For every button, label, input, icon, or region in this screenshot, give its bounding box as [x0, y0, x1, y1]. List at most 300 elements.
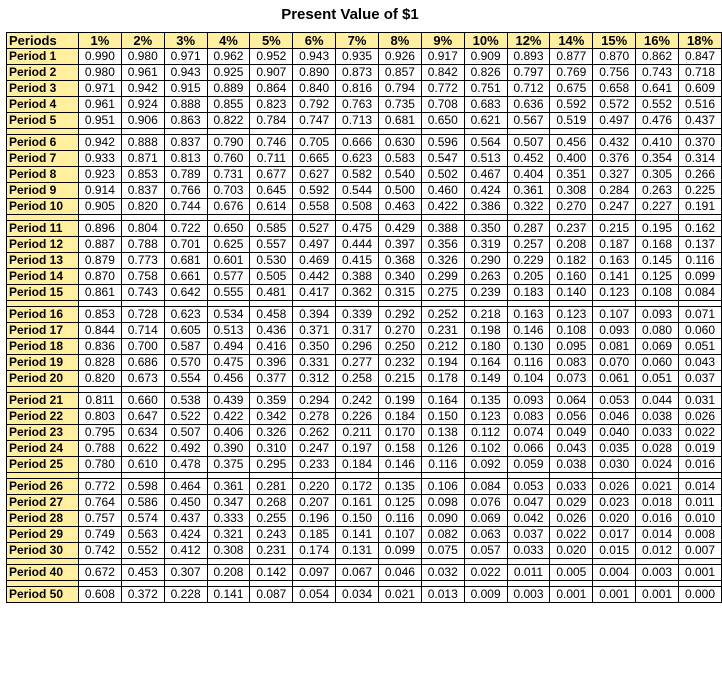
- pv-cell: 0.743: [636, 65, 679, 81]
- pv-cell: 0.125: [378, 495, 421, 511]
- pv-cell: 0.010: [679, 511, 722, 527]
- pv-cell: 0.270: [378, 323, 421, 339]
- table-row: [7, 151, 722, 167]
- pv-cell: 0.196: [293, 511, 336, 527]
- pv-cell: 0.961: [78, 97, 121, 113]
- pv-cell: 0.623: [336, 151, 379, 167]
- pv-cell: 0.742: [78, 543, 121, 559]
- pv-cell: 0.516: [679, 97, 722, 113]
- pv-cell: 0.676: [207, 199, 250, 215]
- pv-cell: 0.386: [464, 199, 507, 215]
- period-label: Period 30: [7, 543, 79, 559]
- pv-cell: 0.172: [336, 479, 379, 495]
- pv-cell: 0.195: [636, 221, 679, 237]
- pv-cell: 0.314: [679, 151, 722, 167]
- pv-cell: 0.208: [550, 237, 593, 253]
- pv-cell: 0.757: [78, 511, 121, 527]
- pv-cell: 0.262: [293, 425, 336, 441]
- pv-cell: 0.368: [378, 253, 421, 269]
- pv-cell: 0.008: [679, 527, 722, 543]
- period-label: Period 13: [7, 253, 79, 269]
- pv-cell: 0.804: [121, 221, 164, 237]
- pv-cell: 0.650: [421, 113, 464, 129]
- pv-cell: 0.018: [636, 495, 679, 511]
- pv-cell: 0.001: [636, 587, 679, 603]
- pv-cell: 0.012: [636, 543, 679, 559]
- pv-cell: 0.647: [121, 409, 164, 425]
- period-label: Period 16: [7, 307, 79, 323]
- pv-cell: 0.439: [207, 393, 250, 409]
- pv-cell: 0.397: [378, 237, 421, 253]
- pv-cell: 0.766: [164, 183, 207, 199]
- pv-cell: 0.160: [550, 269, 593, 285]
- pv-cell: 0.031: [679, 393, 722, 409]
- pv-cell: 0.350: [293, 339, 336, 355]
- pv-cell: 0.507: [507, 135, 550, 151]
- pv-cell: 0.813: [164, 151, 207, 167]
- period-label: Period 10: [7, 199, 79, 215]
- pv-cell: 0.437: [679, 113, 722, 129]
- rate-header: 5%: [250, 33, 293, 49]
- pv-cell: 0.406: [207, 425, 250, 441]
- pv-cell: 0.788: [121, 237, 164, 253]
- pv-cell: 0.731: [207, 167, 250, 183]
- rate-header: 12%: [507, 33, 550, 49]
- pv-cell: 0.140: [550, 285, 593, 301]
- pv-cell: 0.645: [250, 183, 293, 199]
- pv-cell: 0.263: [636, 183, 679, 199]
- pv-cell: 0.623: [164, 307, 207, 323]
- table-row: [7, 237, 722, 253]
- period-label: Period 12: [7, 237, 79, 253]
- pv-cell: 0.321: [207, 527, 250, 543]
- pv-cell: 0.095: [550, 339, 593, 355]
- pv-cell: 0.756: [593, 65, 636, 81]
- pv-cell: 0.951: [78, 113, 121, 129]
- table-row: [7, 269, 722, 285]
- pv-cell: 0.185: [293, 527, 336, 543]
- pv-cell: 0.601: [207, 253, 250, 269]
- pv-cell: 0.310: [250, 441, 293, 457]
- pv-cell: 0.909: [464, 49, 507, 65]
- period-label: Period 23: [7, 425, 79, 441]
- pv-cell: 0.257: [507, 237, 550, 253]
- rate-header: 14%: [550, 33, 593, 49]
- pv-cell: 0.142: [250, 565, 293, 581]
- pv-cell: 0.229: [507, 253, 550, 269]
- period-label: Period 15: [7, 285, 79, 301]
- pv-cell: 0.108: [550, 323, 593, 339]
- rate-header: 2%: [121, 33, 164, 49]
- pv-cell: 0.642: [164, 285, 207, 301]
- pv-cell: 0.033: [550, 479, 593, 495]
- pv-cell: 0.292: [378, 307, 421, 323]
- pv-cell: 0.853: [121, 167, 164, 183]
- pv-cell: 0.116: [679, 253, 722, 269]
- pv-cell: 0.315: [378, 285, 421, 301]
- pv-cell: 0.563: [121, 527, 164, 543]
- pv-cell: 0.362: [336, 285, 379, 301]
- pv-cell: 0.327: [593, 167, 636, 183]
- pv-cell: 0.258: [336, 371, 379, 387]
- pv-cell: 0.043: [550, 441, 593, 457]
- pv-cell: 0.059: [507, 457, 550, 473]
- pv-cell: 0.933: [78, 151, 121, 167]
- pv-cell: 0.056: [550, 409, 593, 425]
- pv-cell: 0.583: [378, 151, 421, 167]
- period-label: Period 3: [7, 81, 79, 97]
- pv-cell: 0.764: [78, 495, 121, 511]
- pv-cell: 0.053: [593, 393, 636, 409]
- pv-cell: 0.001: [679, 565, 722, 581]
- pv-cell: 0.162: [679, 221, 722, 237]
- pv-cell: 0.396: [250, 355, 293, 371]
- pv-cell: 0.417: [293, 285, 336, 301]
- pv-cell: 0.150: [421, 409, 464, 425]
- pv-cell: 0.390: [207, 441, 250, 457]
- pv-cell: 0.666: [336, 135, 379, 151]
- pv-cell: 0.700: [121, 339, 164, 355]
- pv-cell: 0.424: [164, 527, 207, 543]
- pv-cell: 0.375: [207, 457, 250, 473]
- pv-cell: 0.138: [421, 425, 464, 441]
- pv-cell: 0.713: [336, 113, 379, 129]
- table-row: [7, 371, 722, 387]
- pv-cell: 0.051: [636, 371, 679, 387]
- table-row: [7, 339, 722, 355]
- pv-cell: 0.107: [593, 307, 636, 323]
- table-row: [7, 393, 722, 409]
- pv-cell: 0.924: [121, 97, 164, 113]
- pv-cell: 0.082: [421, 527, 464, 543]
- pv-cell: 0.926: [378, 49, 421, 65]
- pv-cell: 0.295: [250, 457, 293, 473]
- pv-cell: 0.319: [464, 237, 507, 253]
- pv-cell: 0.063: [464, 527, 507, 543]
- pv-cell: 0.788: [78, 441, 121, 457]
- header-row: [7, 33, 722, 49]
- pv-cell: 0.855: [207, 97, 250, 113]
- pv-cell: 0.650: [207, 221, 250, 237]
- pv-cell: 0.004: [593, 565, 636, 581]
- pv-cell: 0.207: [293, 495, 336, 511]
- pv-cell: 0.751: [464, 81, 507, 97]
- pv-cell: 0.622: [121, 441, 164, 457]
- pv-cell: 0.183: [507, 285, 550, 301]
- pv-cell: 0.178: [421, 371, 464, 387]
- pv-cell: 0.141: [593, 269, 636, 285]
- table-row: [7, 49, 722, 65]
- pv-cell: 0.290: [464, 253, 507, 269]
- pv-cell: 0.013: [421, 587, 464, 603]
- pv-cell: 0.268: [250, 495, 293, 511]
- pv-cell: 0.864: [250, 81, 293, 97]
- pv-cell: 0.001: [550, 587, 593, 603]
- pv-cell: 0.131: [336, 543, 379, 559]
- pv-cell: 0.540: [378, 167, 421, 183]
- pv-cell: 0.469: [293, 253, 336, 269]
- pv-cell: 0.024: [636, 457, 679, 473]
- pv-cell: 0.084: [679, 285, 722, 301]
- pv-cell: 0.092: [464, 457, 507, 473]
- pv-cell: 0.703: [207, 183, 250, 199]
- pv-cell: 0.621: [464, 113, 507, 129]
- pv-cell: 0.051: [679, 339, 722, 355]
- pv-cell: 0.107: [378, 527, 421, 543]
- period-label: Period 24: [7, 441, 79, 457]
- pv-cell: 0.415: [336, 253, 379, 269]
- pv-cell: 0.701: [164, 237, 207, 253]
- pv-cell: 0.743: [121, 285, 164, 301]
- table-row: [7, 543, 722, 559]
- pv-cell: 0.083: [550, 355, 593, 371]
- pv-cell: 0.609: [679, 81, 722, 97]
- pv-cell: 0.478: [164, 457, 207, 473]
- pv-cell: 0.053: [507, 479, 550, 495]
- rate-header: 10%: [464, 33, 507, 49]
- pv-cell: 0.422: [421, 199, 464, 215]
- pv-cell: 0.270: [550, 199, 593, 215]
- pv-cell: 0.146: [378, 457, 421, 473]
- pv-cell: 0.066: [507, 441, 550, 457]
- pv-cell: 0.870: [78, 269, 121, 285]
- period-label: Period 9: [7, 183, 79, 199]
- pv-cell: 0.161: [336, 495, 379, 511]
- pv-cell: 0.943: [293, 49, 336, 65]
- pv-cell: 0.400: [550, 151, 593, 167]
- rate-header: 1%: [78, 33, 121, 49]
- pv-cell: 0.907: [250, 65, 293, 81]
- pv-cell: 0.354: [636, 151, 679, 167]
- pv-cell: 0.460: [421, 183, 464, 199]
- pv-cell: 0.502: [421, 167, 464, 183]
- pv-cell: 0.847: [679, 49, 722, 65]
- pv-cell: 0.862: [636, 49, 679, 65]
- pv-cell: 0.020: [593, 511, 636, 527]
- pv-cell: 0.037: [679, 371, 722, 387]
- pv-cell: 0.069: [464, 511, 507, 527]
- pv-cell: 0.029: [550, 495, 593, 511]
- pv-cell: 0.681: [164, 253, 207, 269]
- present-value-table: [6, 32, 722, 603]
- table-row: [7, 355, 722, 371]
- pv-cell: 0.598: [121, 479, 164, 495]
- pv-cell: 0.266: [679, 167, 722, 183]
- pv-cell: 0.826: [464, 65, 507, 81]
- pv-cell: 0.019: [679, 441, 722, 457]
- pv-cell: 0.564: [464, 135, 507, 151]
- table-row: [7, 65, 722, 81]
- pv-cell: 0.923: [78, 167, 121, 183]
- pv-cell: 0.305: [636, 167, 679, 183]
- pv-cell: 0.735: [378, 97, 421, 113]
- pv-cell: 0.677: [250, 167, 293, 183]
- pv-cell: 0.021: [378, 587, 421, 603]
- table-row: [7, 167, 722, 183]
- pv-cell: 0.339: [336, 307, 379, 323]
- pv-cell: 0.772: [78, 479, 121, 495]
- pv-cell: 0.596: [421, 135, 464, 151]
- pv-cell: 0.497: [293, 237, 336, 253]
- period-label: Period 5: [7, 113, 79, 129]
- pv-cell: 0.108: [636, 285, 679, 301]
- pv-cell: 0.377: [250, 371, 293, 387]
- pv-cell: 0.592: [550, 97, 593, 113]
- table-row: [7, 183, 722, 199]
- pv-cell: 0.081: [593, 339, 636, 355]
- pv-cell: 0.044: [636, 393, 679, 409]
- pv-cell: 0.070: [593, 355, 636, 371]
- pv-cell: 0.636: [507, 97, 550, 113]
- pv-cell: 0.961: [121, 65, 164, 81]
- pv-cell: 0.116: [378, 511, 421, 527]
- pv-cell: 0.164: [464, 355, 507, 371]
- pv-cell: 0.123: [464, 409, 507, 425]
- pv-cell: 0.570: [164, 355, 207, 371]
- table-row: [7, 135, 722, 151]
- pv-cell: 0.871: [121, 151, 164, 167]
- pv-cell: 0.464: [164, 479, 207, 495]
- pv-cell: 0.001: [593, 587, 636, 603]
- pv-cell: 0.585: [250, 221, 293, 237]
- pv-cell: 0.015: [593, 543, 636, 559]
- rate-header: 8%: [378, 33, 421, 49]
- pv-cell: 0.123: [593, 285, 636, 301]
- pv-cell: 0.326: [250, 425, 293, 441]
- pv-cell: 0.508: [336, 199, 379, 215]
- pv-cell: 0.592: [293, 183, 336, 199]
- pv-cell: 0.760: [207, 151, 250, 167]
- pv-cell: 0.837: [164, 135, 207, 151]
- pv-cell: 0.873: [336, 65, 379, 81]
- pv-cell: 0.370: [679, 135, 722, 151]
- pv-cell: 0.711: [250, 151, 293, 167]
- pv-cell: 0.197: [336, 441, 379, 457]
- pv-cell: 0.022: [550, 527, 593, 543]
- pv-cell: 0.444: [336, 237, 379, 253]
- pv-cell: 0.038: [550, 457, 593, 473]
- pv-cell: 0.146: [507, 323, 550, 339]
- pv-cell: 0.816: [336, 81, 379, 97]
- pv-cell: 0.047: [507, 495, 550, 511]
- pv-cell: 0.410: [636, 135, 679, 151]
- pv-cell: 0.456: [207, 371, 250, 387]
- period-label: Period 11: [7, 221, 79, 237]
- pv-cell: 0.277: [336, 355, 379, 371]
- pv-cell: 0.312: [293, 371, 336, 387]
- pv-cell: 0.475: [207, 355, 250, 371]
- pv-cell: 0.388: [421, 221, 464, 237]
- table-row: [7, 253, 722, 269]
- rate-header: 4%: [207, 33, 250, 49]
- pv-cell: 0.893: [507, 49, 550, 65]
- period-label: Period 7: [7, 151, 79, 167]
- pv-cell: 0.749: [78, 527, 121, 543]
- pv-cell: 0.326: [421, 253, 464, 269]
- pv-cell: 0.673: [121, 371, 164, 387]
- pv-cell: 0.853: [78, 307, 121, 323]
- table-row: [7, 527, 722, 543]
- pv-cell: 0.820: [121, 199, 164, 215]
- pv-cell: 0.275: [421, 285, 464, 301]
- pv-cell: 0.057: [464, 543, 507, 559]
- table-body: [7, 49, 722, 603]
- pv-cell: 0.211: [336, 425, 379, 441]
- pv-cell: 0.574: [121, 511, 164, 527]
- pv-cell: 0.242: [336, 393, 379, 409]
- pv-cell: 0.906: [121, 113, 164, 129]
- pv-cell: 0.215: [593, 221, 636, 237]
- pv-cell: 0.226: [336, 409, 379, 425]
- pv-cell: 0.080: [636, 323, 679, 339]
- pv-cell: 0.342: [250, 409, 293, 425]
- pv-cell: 0.634: [121, 425, 164, 441]
- pv-cell: 0.672: [78, 565, 121, 581]
- pv-cell: 0.255: [250, 511, 293, 527]
- pv-cell: 0.952: [250, 49, 293, 65]
- pv-cell: 0.098: [421, 495, 464, 511]
- pv-cell: 0.492: [164, 441, 207, 457]
- pv-cell: 0.722: [164, 221, 207, 237]
- pv-cell: 0.231: [250, 543, 293, 559]
- pv-cell: 0.567: [507, 113, 550, 129]
- pv-cell: 0.182: [550, 253, 593, 269]
- pv-cell: 0.494: [207, 339, 250, 355]
- pv-cell: 0.763: [336, 97, 379, 113]
- period-label: Period 6: [7, 135, 79, 151]
- pv-cell: 0.456: [550, 135, 593, 151]
- pv-cell: 0.243: [250, 527, 293, 543]
- pv-cell: 0.500: [378, 183, 421, 199]
- pv-cell: 0.075: [421, 543, 464, 559]
- pv-cell: 0.943: [164, 65, 207, 81]
- pv-cell: 0.404: [507, 167, 550, 183]
- pv-cell: 0.497: [593, 113, 636, 129]
- period-label: Period 20: [7, 371, 79, 387]
- pv-cell: 0.333: [207, 511, 250, 527]
- pv-cell: 0.184: [336, 457, 379, 473]
- pv-cell: 0.247: [293, 441, 336, 457]
- pv-cell: 0.037: [507, 527, 550, 543]
- pv-cell: 0.942: [78, 135, 121, 151]
- pv-cell: 0.547: [421, 151, 464, 167]
- pv-cell: 0.130: [507, 339, 550, 355]
- pv-cell: 0.208: [207, 565, 250, 581]
- pv-cell: 0.359: [250, 393, 293, 409]
- period-label: Period 1: [7, 49, 79, 65]
- pv-cell: 0.481: [250, 285, 293, 301]
- pv-cell: 0.587: [164, 339, 207, 355]
- pv-cell: 0.170: [378, 425, 421, 441]
- pv-cell: 0.450: [164, 495, 207, 511]
- pv-cell: 0.003: [636, 565, 679, 581]
- pv-cell: 0.073: [550, 371, 593, 387]
- pv-cell: 0.093: [593, 323, 636, 339]
- pv-cell: 0.158: [378, 441, 421, 457]
- pv-cell: 0.035: [593, 441, 636, 457]
- pv-cell: 0.422: [207, 409, 250, 425]
- pv-cell: 0.074: [507, 425, 550, 441]
- pv-cell: 0.137: [679, 237, 722, 253]
- pv-cell: 0.104: [507, 371, 550, 387]
- pv-cell: 0.820: [78, 371, 121, 387]
- pv-cell: 0.060: [679, 323, 722, 339]
- pv-cell: 0.915: [164, 81, 207, 97]
- pv-cell: 0.554: [164, 371, 207, 387]
- pv-cell: 0.034: [336, 587, 379, 603]
- pv-cell: 0.043: [679, 355, 722, 371]
- pv-cell: 0.660: [121, 393, 164, 409]
